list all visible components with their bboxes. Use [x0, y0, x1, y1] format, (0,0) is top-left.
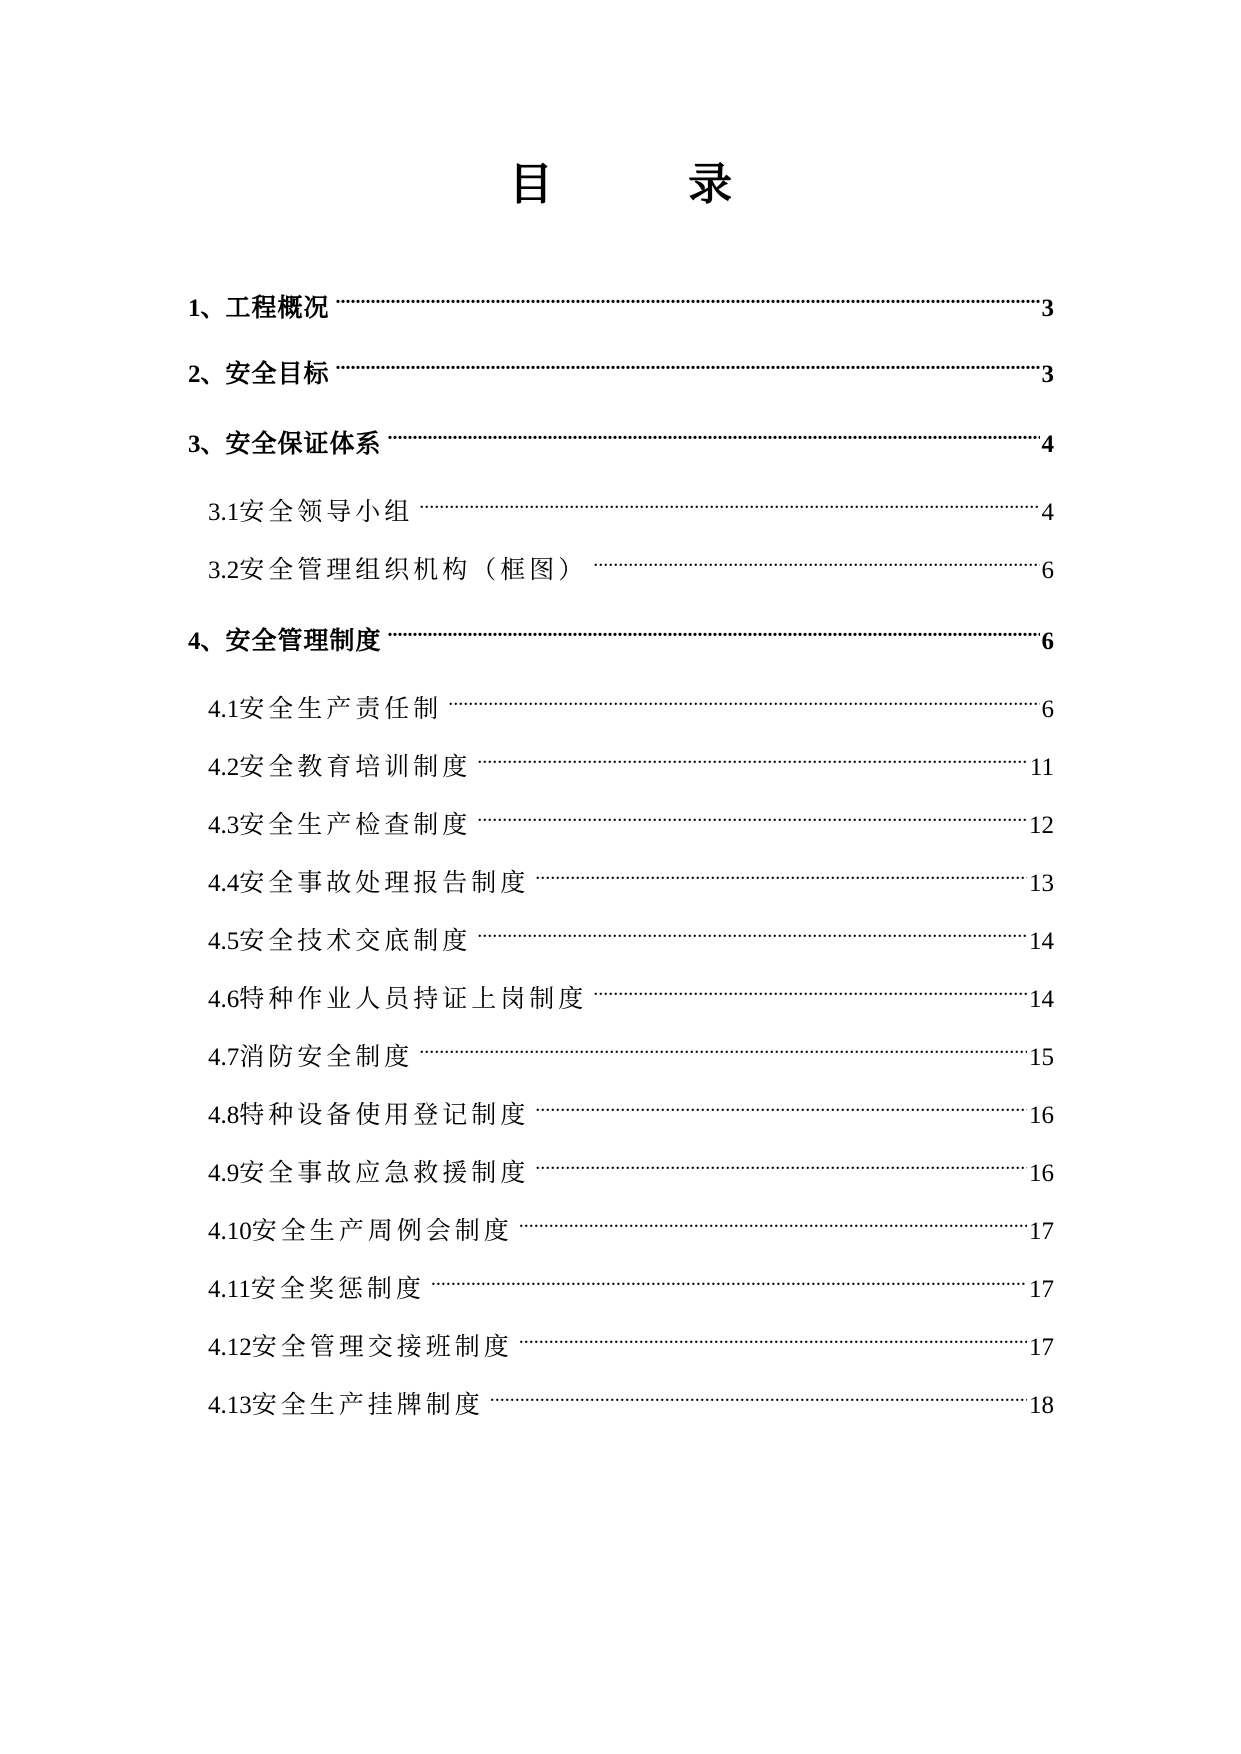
toc-entry-title: 安全领导小组 [239, 497, 414, 526]
toc-dot-leader [593, 967, 1027, 1007]
toc-dot-leader [448, 677, 1039, 717]
toc-page-number: 3 [1041, 295, 1054, 322]
toc-entry-number: 4.9 [208, 1160, 240, 1187]
toc-entry-number: 4.2 [208, 754, 240, 781]
toc-entry-1[interactable] [188, 276, 1054, 322]
toc-dot-leader [477, 909, 1027, 949]
toc-dot-leader [535, 1141, 1027, 1181]
toc-entry-number: 4.1 [208, 696, 240, 723]
toc-entry-title: 安全奖惩制度 [250, 1274, 425, 1303]
toc-entry-4[interactable] [188, 609, 1054, 655]
toc-page-number: 6 [1041, 628, 1054, 655]
toc-entry-4-8[interactable] [208, 1083, 1054, 1129]
toc-page-number: 17 [1029, 1276, 1054, 1303]
toc-page-number: 16 [1029, 1160, 1054, 1187]
toc-entry-title: 安全事故处理报告制度 [239, 868, 530, 897]
toc-page-number: 18 [1029, 1392, 1054, 1419]
toc-page-number: 6 [1041, 696, 1054, 723]
toc-entry-4-13[interactable] [208, 1373, 1054, 1419]
toc-entry-4-10[interactable] [208, 1199, 1054, 1245]
toc-page-number: 11 [1029, 754, 1054, 781]
toc-dot-leader [419, 480, 1039, 520]
toc-entry-number: 4.8 [208, 1102, 240, 1129]
toc-page-number: 3 [1041, 361, 1054, 388]
toc-entry-3-1[interactable] [208, 480, 1054, 526]
toc-entry-4-12[interactable] [208, 1315, 1054, 1361]
toc-dot-leader [336, 276, 1040, 316]
toc-page-number: 14 [1029, 928, 1054, 955]
toc-entry-title: 安全技术交底制度 [239, 926, 472, 955]
toc-entry-title: 安全事故应急救援制度 [239, 1158, 530, 1187]
toc-entry-number: 3.2 [208, 557, 240, 584]
toc-entry-title: 消防安全制度 [239, 1042, 414, 1071]
toc-dot-leader [490, 1373, 1027, 1413]
toc-entry-title: 安全管理制度 [225, 626, 382, 655]
toc-dot-leader [388, 609, 1040, 649]
toc-entry-number: 4、 [188, 628, 226, 655]
toc-entry-number: 4.5 [208, 928, 240, 955]
toc-entry-title: 安全保证体系 [225, 429, 382, 458]
toc-entry-title: 安全生产责任制 [239, 694, 443, 723]
page-title: 目 录 [508, 159, 793, 210]
toc-entry-title: 特种作业人员持证上岗制度 [239, 984, 588, 1013]
toc-entry-4-9[interactable] [208, 1141, 1054, 1187]
toc-entry-4-7[interactable] [208, 1025, 1054, 1071]
toc-dot-leader [535, 851, 1027, 891]
toc-entry-title: 安全目标 [225, 359, 330, 388]
toc-page-number: 14 [1029, 986, 1054, 1013]
toc-page-number: 4 [1041, 499, 1054, 526]
toc-entry-3[interactable] [188, 412, 1054, 458]
toc-entry-4-11[interactable] [208, 1257, 1054, 1303]
toc-entry-number: 4.11 [208, 1276, 251, 1303]
toc-entry-4-4[interactable] [208, 851, 1054, 897]
toc-page-number: 13 [1029, 870, 1054, 897]
toc-page-number: 17 [1029, 1334, 1054, 1361]
toc-dot-leader [535, 1083, 1027, 1123]
toc-entry-number: 2、 [188, 361, 226, 388]
toc-page-number: 17 [1029, 1218, 1054, 1245]
toc-entry-4-2[interactable] [208, 735, 1054, 781]
toc-page-number: 16 [1029, 1102, 1054, 1129]
toc-entry-title: 安全生产周例会制度 [251, 1216, 513, 1245]
toc-dot-leader [477, 735, 1028, 775]
toc-entry-number: 1、 [188, 295, 226, 322]
toc-dot-leader [519, 1315, 1027, 1355]
toc-entry-title: 安全管理组织机构（框图） [239, 555, 588, 584]
toc-entry-number: 4.7 [208, 1044, 240, 1071]
toc-entry-title: 安全生产挂牌制度 [251, 1390, 484, 1419]
toc-entry-title: 安全教育培训制度 [239, 752, 472, 781]
toc-entry-title: 工程概况 [225, 293, 330, 322]
toc-entry-number: 4.4 [208, 870, 240, 897]
toc-entry-4-3[interactable] [208, 793, 1054, 839]
toc-dot-leader [336, 342, 1040, 382]
toc-entry-number: 4.10 [208, 1218, 252, 1245]
toc-entry-title: 安全生产检查制度 [239, 810, 472, 839]
toc-page-number: 6 [1041, 557, 1054, 584]
toc-dot-leader [477, 793, 1027, 833]
toc-entry-4-6[interactable] [208, 967, 1054, 1013]
toc-page-number: 15 [1029, 1044, 1054, 1071]
toc-entry-3-2[interactable] [208, 538, 1054, 584]
toc-entry-title: 安全管理交接班制度 [251, 1332, 513, 1361]
toc-entry-number: 3.1 [208, 499, 240, 526]
toc-entry-4-5[interactable] [208, 909, 1054, 955]
toc-entry-4-1[interactable] [208, 677, 1054, 723]
toc-dot-leader [388, 412, 1040, 452]
toc-page-number: 4 [1041, 431, 1054, 458]
toc-entry-number: 3、 [188, 431, 226, 458]
toc-dot-leader [431, 1257, 1027, 1297]
toc-entry-number: 4.3 [208, 812, 240, 839]
toc-entry-number: 4.13 [208, 1392, 252, 1419]
toc-page-number: 12 [1029, 812, 1054, 839]
toc-entry-number: 4.12 [208, 1334, 252, 1361]
toc-dot-leader [419, 1025, 1027, 1065]
toc-dot-leader [519, 1199, 1027, 1239]
toc-entry-title: 特种设备使用登记制度 [239, 1100, 530, 1129]
toc-entry-2[interactable] [188, 342, 1054, 388]
toc-entry-number: 4.6 [208, 986, 240, 1013]
toc-dot-leader [593, 538, 1039, 578]
